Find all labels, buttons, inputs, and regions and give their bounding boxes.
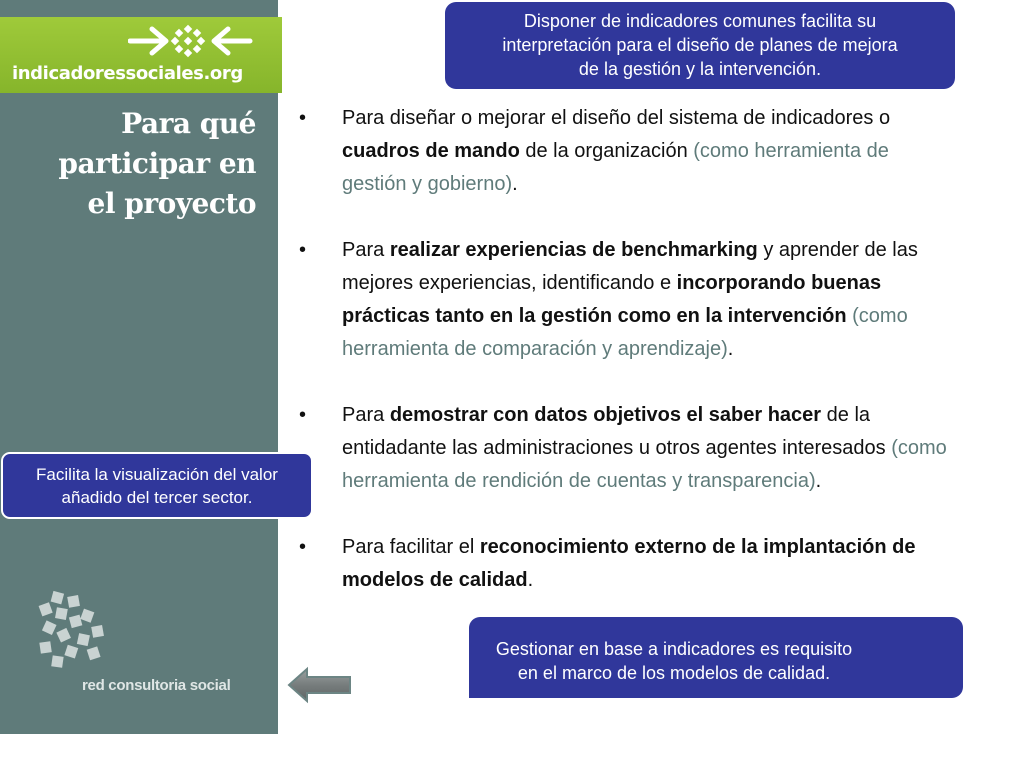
section-title-line: participar en (58, 147, 256, 180)
item-text: Para diseñar o mejorar el diseño del sistema de indicadores o (342, 107, 891, 129)
back-arrow-icon[interactable] (287, 666, 353, 704)
reasons-list (296, 102, 956, 630)
callout-line: en el marco de los modelos de calidad. (517, 663, 831, 683)
item-text: de la organización (519, 140, 694, 162)
logo-text: indicadoressociales.org (12, 63, 243, 84)
item-note: (como herramienta de comparación y aprendizaje) (342, 305, 908, 360)
site-logo[interactable] (0, 17, 282, 93)
org-name: red consultoria social (82, 677, 231, 694)
bullet-marker: • (299, 536, 307, 558)
quality-models-callout (469, 617, 963, 698)
bullet-marker: • (299, 404, 307, 426)
item-text: Para (342, 404, 390, 426)
item-text: Para (342, 239, 390, 261)
item-emphasis: cuadros de mando (342, 140, 520, 162)
item-text: de la entidadante las administraciones u otros agentes interesados (342, 404, 892, 459)
list-item (296, 102, 956, 201)
bullet-marker: • (299, 239, 307, 261)
bullet-marker: • (299, 107, 307, 129)
callout-line: interpretación para el diseño de planes de mejora (502, 35, 898, 55)
item-emphasis: demostrar con datos objetivos el saber hacer (389, 404, 822, 426)
section-title-line: el proyecto (87, 187, 256, 220)
item-emphasis: realizar experiencias de benchmarking (389, 239, 758, 261)
value-callout-line: Facilita la visualización del valor (36, 465, 278, 484)
item-end: . (727, 338, 734, 360)
item-note: (como herramienta de gestión y gobierno) (342, 140, 889, 195)
item-emphasis: incorporando buenas prácticas tanto en la gestión como en la intervención (342, 272, 882, 327)
item-text: Para facilitar el (342, 536, 480, 558)
section-title-line: Para qué (121, 107, 256, 140)
value-callout-line: añadido del tercer sector. (61, 488, 253, 507)
item-note: (como herramienta de rendición de cuentas y transparencia) (342, 437, 947, 492)
callout-line: Disponer de indicadores comunes facilita su (523, 11, 877, 31)
callout-line: de la gestión y la intervención. (578, 59, 822, 79)
section-title (6, 104, 256, 224)
callout-line: Gestionar en base a indicadores es requisito (495, 639, 853, 659)
list-item (296, 234, 956, 366)
list-item (296, 399, 956, 498)
item-end: . (527, 569, 534, 591)
sidebar (0, 0, 278, 734)
item-emphasis: reconocimiento externo de la implantación de modelos de calidad (342, 536, 916, 591)
item-text: y aprender de las mejores experiencias, identificando e (342, 239, 918, 294)
value-callout (1, 452, 313, 519)
logo-arrows-icon (128, 21, 254, 61)
list-item (296, 531, 956, 597)
rcs-logo-icon (38, 590, 112, 674)
item-end: . (512, 173, 518, 195)
item-end: . (815, 470, 822, 492)
common-indicators-callout (445, 2, 955, 89)
